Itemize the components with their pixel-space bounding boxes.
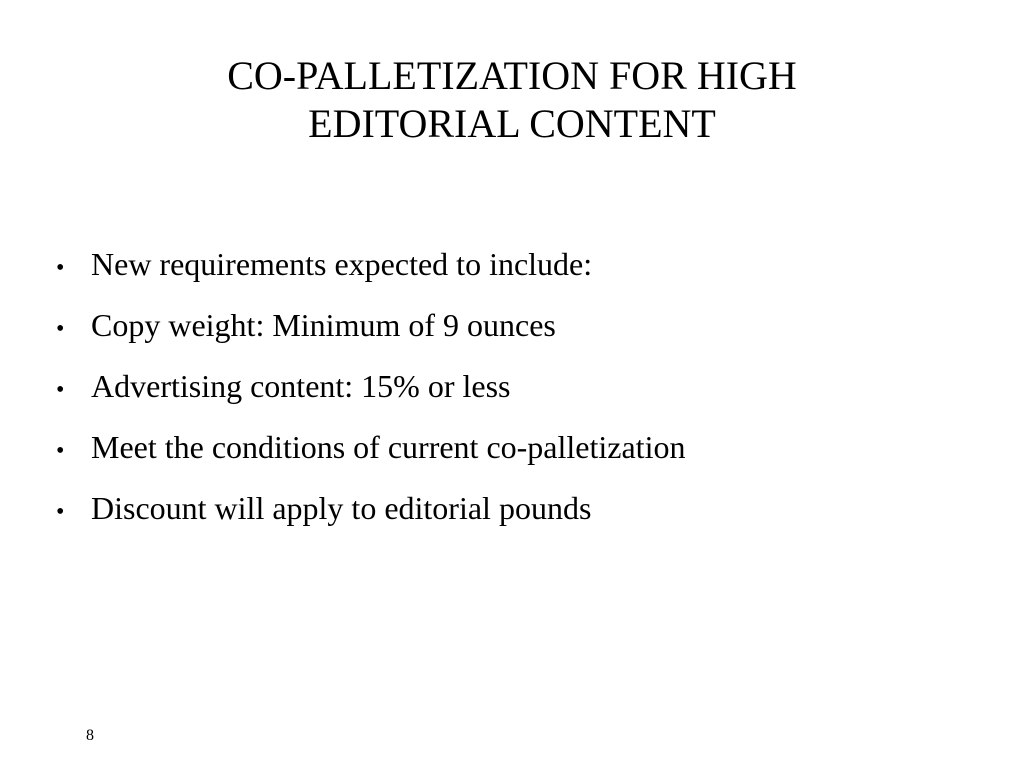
bullet-icon: • [56, 255, 65, 281]
slide-title [0, 52, 1024, 148]
bullet-icon: • [56, 499, 65, 525]
bullet-item [56, 367, 996, 409]
bullet-text: Meet the conditions of current co-palletization [91, 429, 686, 465]
bullet-list [56, 245, 996, 550]
bullet-item [56, 306, 996, 348]
bullet-text: Copy weight: Minimum of 9 ounces [91, 307, 556, 343]
bullet-icon: • [56, 377, 65, 403]
bullet-text: Discount will apply to editorial pounds [91, 490, 592, 526]
bullet-item [56, 489, 996, 531]
bullet-item [56, 245, 996, 287]
bullet-icon: • [56, 316, 65, 342]
slide-title-line-1: CO-PALLETIZATION FOR HIGH [227, 53, 797, 98]
bullet-text: New requirements expected to include: [91, 246, 593, 282]
bullet-text: Advertising content: 15% or less [91, 368, 511, 404]
bullet-icon: • [56, 438, 65, 464]
bullet-item [56, 428, 996, 470]
slide-title-line-2: EDITORIAL CONTENT [308, 101, 716, 146]
page-number: 8 [86, 727, 94, 744]
